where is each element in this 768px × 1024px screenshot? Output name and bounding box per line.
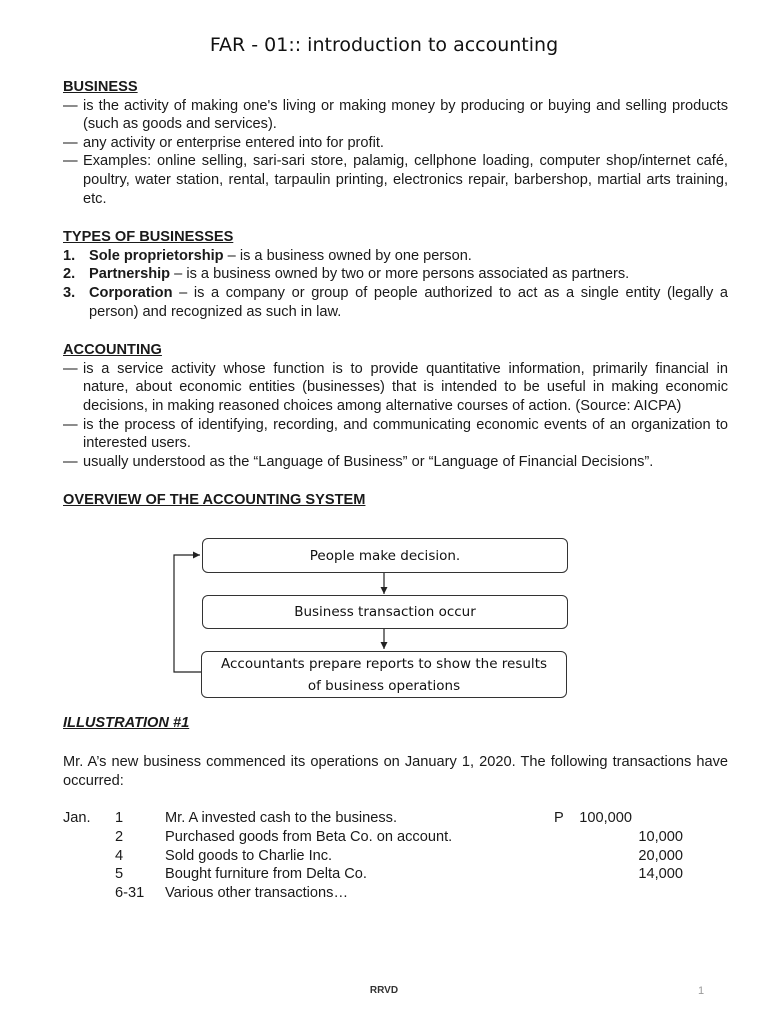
item-number: 3. bbox=[63, 284, 76, 301]
item-text: – is a business owned by one person. bbox=[223, 247, 472, 264]
list-item bbox=[63, 152, 728, 208]
transaction-day: 5 bbox=[115, 866, 124, 883]
list-item bbox=[63, 416, 728, 453]
diagram-box-decision bbox=[202, 538, 568, 573]
diagram-box-transaction bbox=[202, 595, 568, 629]
transaction-day: 6-31 bbox=[115, 885, 145, 902]
document-body bbox=[63, 78, 728, 530]
accounting-bullets bbox=[63, 360, 728, 472]
diagram-box-label: Accountants prepare reports to show the results bbox=[220, 655, 548, 672]
diagram-box-label: of business operations bbox=[307, 677, 461, 694]
dash-bullet: — bbox=[63, 134, 78, 151]
list-item bbox=[63, 97, 728, 134]
item-term: Corporation bbox=[89, 284, 173, 301]
bullet-text: any activity or enterprise entered into for profit. bbox=[83, 134, 384, 151]
bullet-text: usually understood as the “Language of Business” or “Language of Financial Decisions”. bbox=[83, 453, 654, 470]
business-section bbox=[63, 78, 728, 208]
accounting-section bbox=[63, 341, 728, 471]
diagram-box-label: People make decision. bbox=[309, 547, 461, 564]
transaction-row bbox=[63, 809, 728, 828]
dash-bullet: — bbox=[63, 416, 78, 433]
transaction-description: Various other transactions… bbox=[165, 885, 349, 902]
item-number: 1. bbox=[63, 247, 76, 264]
business-heading: BUSINESS bbox=[63, 79, 138, 95]
transaction-amount: 20,000 bbox=[638, 847, 683, 864]
page-number: 1 bbox=[698, 985, 705, 997]
business-bullets bbox=[63, 97, 728, 209]
list-item bbox=[63, 265, 728, 284]
transaction-description: Sold goods to Charlie Inc. bbox=[165, 847, 333, 864]
transaction-row bbox=[63, 847, 728, 866]
item-text: – is a business owned by two or more persons associated as partners. bbox=[170, 266, 630, 283]
footer-mark: RRVD bbox=[369, 985, 399, 996]
transaction-currency: P bbox=[554, 810, 564, 826]
bullet-text: is a service activity whose function is to provide quantitative information, primarily financial in nature, about economic entities (businesses) that is intended to be useful in making economic decisions, in making reasoned choices among alternative courses of action. (Source: AICPA) bbox=[83, 360, 728, 414]
transaction-description: Purchased goods from Beta Co. on account. bbox=[165, 828, 453, 845]
list-item bbox=[63, 247, 728, 266]
list-item bbox=[63, 453, 728, 472]
bullet-text: is the activity of making one's living or making money by producing or buying and selling products (such as goods and services). bbox=[83, 97, 728, 133]
dash-bullet: — bbox=[63, 153, 78, 170]
list-item bbox=[63, 134, 728, 153]
types-heading: TYPES OF BUSINESSES bbox=[63, 229, 234, 246]
page-title: FAR - 01:: introduction to accounting bbox=[209, 34, 559, 56]
item-term: Sole proprietorship bbox=[89, 247, 224, 264]
accounting-system-diagram bbox=[170, 536, 570, 701]
transaction-row bbox=[63, 828, 728, 847]
transactions-list bbox=[63, 809, 728, 903]
transaction-amount: 14,000 bbox=[638, 866, 683, 883]
overview-heading: OVERVIEW OF THE ACCOUNTING SYSTEM bbox=[63, 492, 366, 509]
dash-bullet: — bbox=[63, 360, 78, 377]
accounting-heading: ACCOUNTING bbox=[63, 342, 162, 359]
item-text: – is a company or group of people authorized to act as a single entity (legally a person) and recognized as such in law. bbox=[89, 284, 728, 320]
item-term: Partnership bbox=[89, 266, 171, 283]
types-section bbox=[63, 228, 728, 321]
transaction-amount: 10,000 bbox=[638, 828, 683, 845]
transaction-amount: 100,000 bbox=[579, 810, 632, 826]
transaction-description: Mr. A invested cash to the business. bbox=[165, 810, 398, 826]
list-item bbox=[63, 284, 728, 321]
illustration-intro: Mr. A’s new business commenced its operations on January 1, 2020. The following transactions have occurred: bbox=[63, 754, 728, 789]
types-list bbox=[63, 247, 728, 321]
illustration-heading: ILLUSTRATION #1 bbox=[63, 715, 190, 731]
transaction-row bbox=[63, 884, 728, 903]
diagram-box-reports bbox=[201, 651, 567, 698]
dash-bullet: — bbox=[63, 97, 78, 114]
list-item bbox=[63, 360, 728, 416]
transaction-description: Bought furniture from Delta Co. bbox=[165, 866, 367, 883]
feedback-arrow bbox=[174, 555, 201, 672]
dash-bullet: — bbox=[63, 453, 78, 470]
diagram-box-label: Business transaction occur bbox=[294, 604, 476, 620]
bullet-text: is the process of identifying, recording, and communicating economic events of an organization to interested users. bbox=[83, 416, 728, 452]
bullet-text: Examples: online selling, sari-sari store, palamig, cellphone loading, computer shop/internet café, poultry, water station, rental, tarpaulin printing, electronics repair, barbershop, martial arts training, etc. bbox=[83, 153, 728, 207]
transaction-row bbox=[63, 865, 728, 884]
transaction-month: Jan. bbox=[63, 810, 91, 826]
item-number: 2. bbox=[63, 266, 76, 283]
overview-section bbox=[63, 491, 728, 510]
transaction-day: 1 bbox=[115, 810, 124, 826]
transaction-day: 2 bbox=[115, 828, 124, 845]
transaction-day: 4 bbox=[115, 847, 124, 864]
